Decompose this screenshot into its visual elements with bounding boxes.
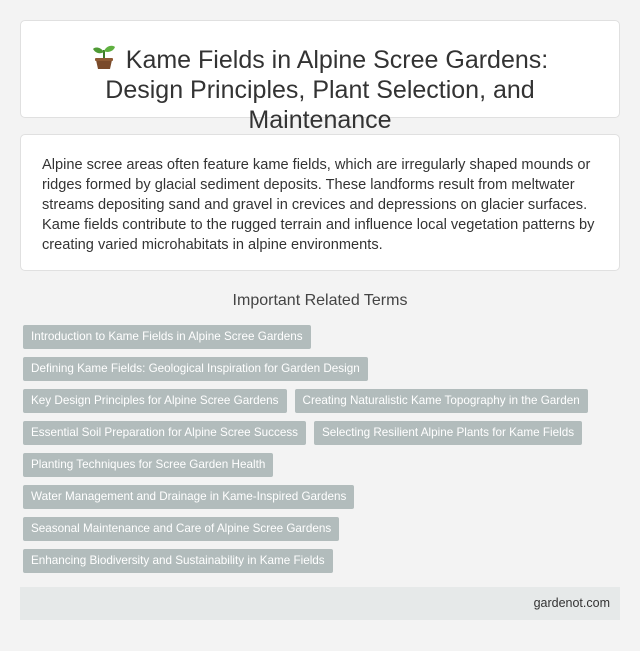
related-terms-heading: Important Related Terms	[232, 292, 408, 309]
related-term-tag[interactable]: Introduction to Kame Fields in Alpine Scree Gardens	[23, 325, 311, 349]
title-card	[20, 20, 620, 134]
related-term-tag[interactable]: Creating Naturalistic Kame Topography in the Garden	[295, 389, 588, 413]
sprout-icon	[92, 43, 116, 71]
tag-row	[23, 357, 623, 381]
tag-row	[23, 549, 623, 573]
footer	[20, 587, 620, 620]
intro-card	[20, 134, 620, 271]
related-term-tag[interactable]: Planting Techniques for Scree Garden Health	[23, 453, 273, 477]
footer-site-link[interactable]: gardenot.com	[533, 596, 610, 610]
tag-row	[23, 517, 623, 541]
tag-row	[23, 325, 623, 349]
related-term-tag[interactable]: Selecting Resilient Alpine Plants for Kame Fields	[314, 421, 582, 445]
related-term-tag[interactable]: Water Management and Drainage in Kame-Inspired Gardens	[23, 485, 354, 509]
tag-row	[23, 485, 623, 509]
page-title	[51, 43, 589, 135]
page-title-text: Kame Fields in Alpine Scree Gardens: Design Principles, Plant Selection, and Maintenance	[105, 46, 549, 134]
related-term-tag[interactable]: Defining Kame Fields: Geological Inspiration for Garden Design	[23, 357, 368, 381]
related-terms-list	[23, 325, 623, 581]
related-term-tag[interactable]: Seasonal Maintenance and Care of Alpine Scree Gardens	[23, 517, 339, 541]
intro-paragraph: Alpine scree areas often feature kame fields, which are irregularly shaped mounds or ridges formed by glacial sediment deposits. These landforms result from meltwater streams depositing sand and gravel in crevices and depressions on glacier surfaces. Kame fields contribute to the rugged terrain and influence local vegetation patterns by creating varied microhabitats in alpine environments.	[42, 157, 595, 253]
tag-row	[23, 389, 623, 413]
related-term-tag[interactable]: Essential Soil Preparation for Alpine Scree Success	[23, 421, 306, 445]
related-term-tag[interactable]: Enhancing Biodiversity and Sustainability in Kame Fields	[23, 549, 333, 573]
tag-row	[23, 453, 623, 477]
tag-row	[23, 421, 623, 445]
related-term-tag[interactable]: Key Design Principles for Alpine Scree Gardens	[23, 389, 287, 413]
